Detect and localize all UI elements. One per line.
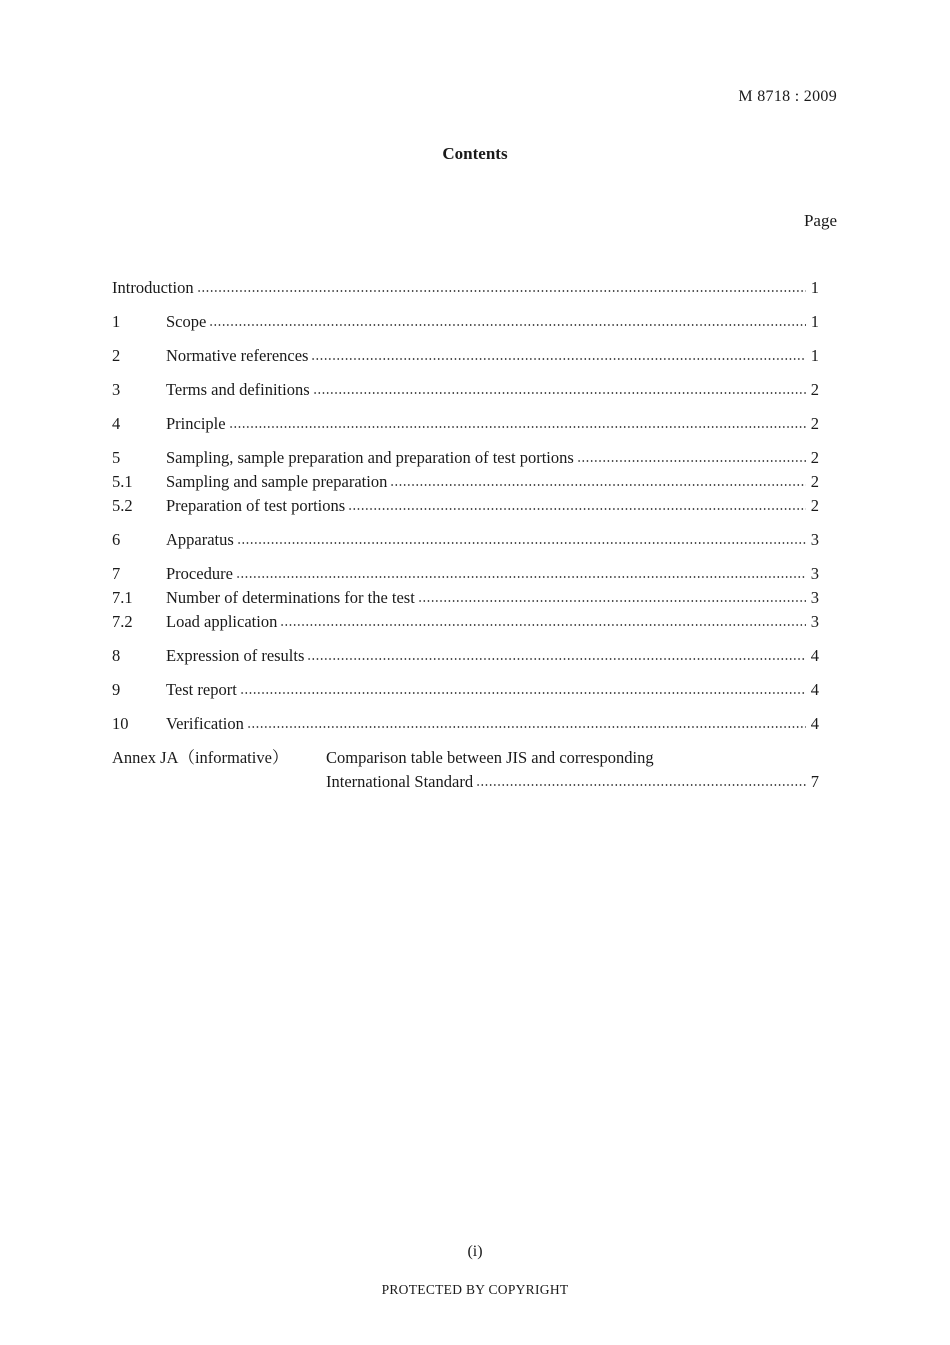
toc-entry-number: 8 xyxy=(112,646,121,665)
toc-entry-page: 1 xyxy=(810,346,819,365)
toc-entry-number: 10 xyxy=(112,714,129,733)
dot-leader xyxy=(229,426,806,428)
toc-entry-page: 3 xyxy=(810,612,819,631)
toc-entry-label: Terms and definitions xyxy=(166,380,310,399)
toc-entry-page: 2 xyxy=(810,496,819,515)
toc-entry-page: 1 xyxy=(810,278,819,297)
toc-entry[interactable] xyxy=(112,562,819,586)
toc-entry[interactable] xyxy=(112,446,819,470)
toc-entry-page: 2 xyxy=(810,472,819,491)
toc-entry-label: Expression of results xyxy=(166,646,305,665)
toc-entry-label: Procedure xyxy=(166,564,233,583)
toc-entry-number: 6 xyxy=(112,530,121,549)
toc-entry-number: 4 xyxy=(112,414,121,433)
toc-entry-page: 2 xyxy=(810,380,819,399)
toc-entry-label: Verification xyxy=(166,714,244,733)
toc-entry-page: 2 xyxy=(810,448,819,467)
toc-entry[interactable] xyxy=(112,586,819,610)
toc-entry-number: 7 xyxy=(112,564,121,583)
toc-entry-number: 3 xyxy=(112,380,121,399)
toc-entry-number: 7.1 xyxy=(112,588,133,607)
toc-entry-introduction[interactable] xyxy=(112,276,819,300)
toc-entry-label: Principle xyxy=(166,414,226,433)
toc-entry[interactable] xyxy=(112,528,819,552)
table-of-contents xyxy=(112,276,819,794)
dot-leader xyxy=(476,784,806,786)
toc-entry-page: 7 xyxy=(810,772,819,791)
toc-entry[interactable] xyxy=(112,494,819,518)
toc-entry[interactable] xyxy=(112,712,819,736)
toc-entry-label: Normative references xyxy=(166,346,309,365)
toc-entry[interactable] xyxy=(112,412,819,436)
page-folio: (i) xyxy=(467,1243,483,1260)
annex-title-line2: International Standard xyxy=(326,772,474,791)
toc-entry-label: Apparatus xyxy=(166,530,234,549)
toc-entry[interactable] xyxy=(112,644,819,668)
toc-entry-page: 4 xyxy=(810,714,819,733)
toc-entry-page: 1 xyxy=(810,312,819,331)
toc-entry-page: 3 xyxy=(810,564,819,583)
toc-entry[interactable] xyxy=(112,344,819,368)
page-column-label: Page xyxy=(803,211,837,230)
dot-leader xyxy=(348,508,806,510)
copyright-notice: PROTECTED BY COPYRIGHT xyxy=(381,1282,569,1297)
annex-title-line1: Comparison table between JIS and corresponding xyxy=(326,748,654,767)
standard-number: M 8718 : 2009 xyxy=(738,88,837,105)
dot-leader xyxy=(390,484,806,486)
toc-entry[interactable] xyxy=(112,378,819,402)
toc-entry-page: 3 xyxy=(810,588,819,607)
toc-entry-number: 7.2 xyxy=(112,612,133,631)
toc-entry-annex[interactable] xyxy=(112,746,819,794)
toc-entry-label: Load application xyxy=(166,612,278,631)
toc-entry-page: 3 xyxy=(810,530,819,549)
toc-entry-number: 5 xyxy=(112,448,121,467)
toc-entry[interactable] xyxy=(112,678,819,702)
toc-entry-label: Number of determinations for the test xyxy=(166,588,415,607)
dot-leader xyxy=(209,324,806,326)
toc-entry-label: Sampling and sample preparation xyxy=(166,472,388,491)
toc-entry-number: 2 xyxy=(112,346,121,365)
dot-leader xyxy=(280,624,806,626)
toc-entry-number: 5.2 xyxy=(112,496,133,515)
toc-entry-page: 4 xyxy=(810,680,819,699)
dot-leader xyxy=(247,726,806,728)
page-title: Contents xyxy=(442,144,508,163)
toc-entry[interactable] xyxy=(112,310,819,334)
toc-entry-page: 4 xyxy=(810,646,819,665)
dot-leader xyxy=(237,542,806,544)
toc-entry-label: Sampling, sample preparation and preparation of test portions xyxy=(166,448,574,467)
toc-entry[interactable] xyxy=(112,610,819,634)
dot-leader xyxy=(311,358,806,360)
dot-leader xyxy=(313,392,806,394)
toc-entry-label: Test report xyxy=(166,680,237,699)
toc-entry-number: 9 xyxy=(112,680,121,699)
toc-entry-page: 2 xyxy=(810,414,819,433)
toc-entry-label: Preparation of test portions xyxy=(166,496,346,515)
dot-leader xyxy=(577,460,806,462)
annex-prefix: Annex JA（informative） xyxy=(112,748,289,767)
toc-entry-number: 5.1 xyxy=(112,472,133,491)
dot-leader xyxy=(197,290,806,292)
dot-leader xyxy=(307,658,806,660)
toc-entry-label: Scope xyxy=(166,312,207,331)
dot-leader xyxy=(240,692,806,694)
toc-entry[interactable] xyxy=(112,470,819,494)
toc-entry-label: Introduction xyxy=(112,278,194,297)
dot-leader xyxy=(236,576,806,578)
dot-leader xyxy=(418,600,806,602)
toc-entry-number: 1 xyxy=(112,312,121,331)
